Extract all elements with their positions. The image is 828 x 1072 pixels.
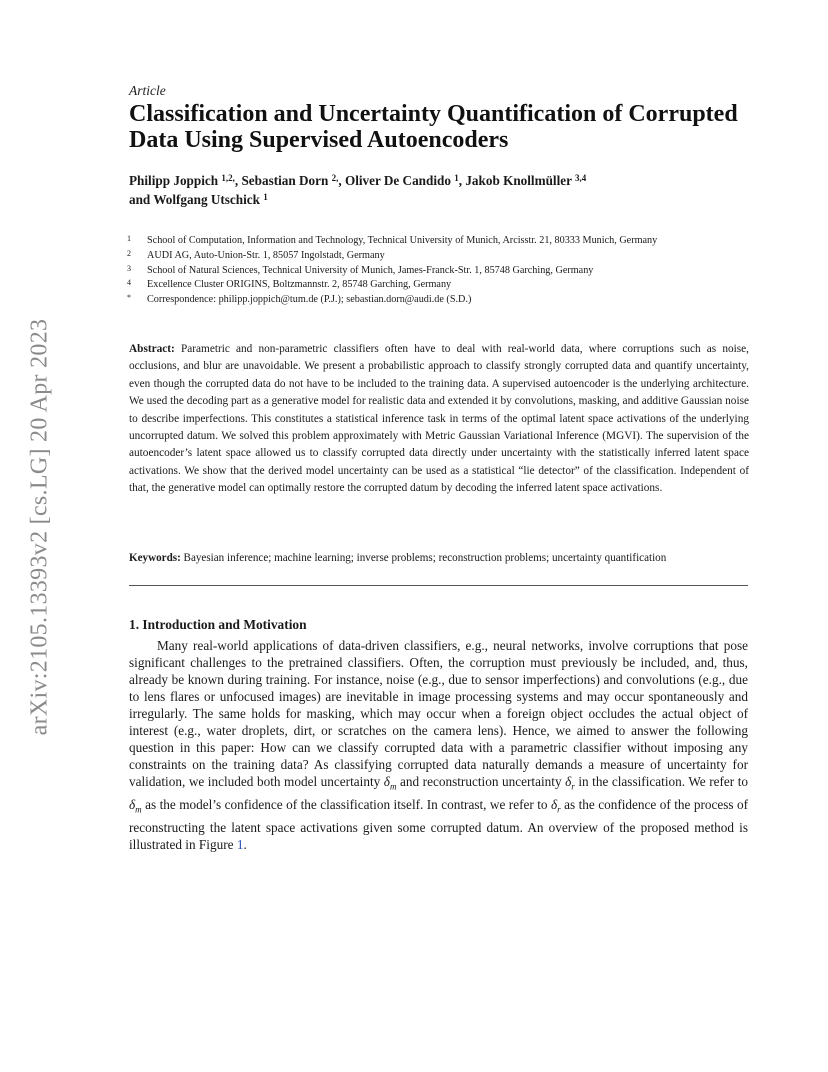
author-affiliation-sup: 1: [263, 192, 268, 202]
author-list: [129, 171, 749, 209]
author-separator: ,: [458, 173, 466, 188]
author-affiliation-sup: 1,2,: [221, 173, 235, 183]
affiliation-text: School of Natural Sciences, Technical University of Munich, James-Franck-Str. 1, 85748 Garching, Germany: [147, 264, 594, 276]
affiliation-marker: 3: [127, 263, 131, 273]
affiliation-text: Excellence Cluster ORIGINS, Boltzmannstr. 2, 85748 Garching, Germany: [147, 279, 452, 291]
paper-title: Classification and Uncertainty Quantification of Corrupted Data Using Supervised Autoencoders: [129, 101, 738, 153]
figure-reference-link[interactable]: 1: [236, 836, 244, 852]
author-separator: ,: [338, 173, 345, 188]
affiliation-marker: 4: [127, 278, 131, 288]
introduction-paragraph: [129, 637, 748, 853]
delta-r-symbol: $\delta_r$: [565, 774, 575, 793]
affiliation-list: [127, 234, 747, 308]
delta-r-symbol: $\delta_r$: [550, 797, 561, 815]
intro-text: as the model’s confidence of the classification itself. In contrast, we refer to: [145, 797, 548, 813]
affiliation-marker: 1: [127, 234, 131, 243]
keywords-label: Keywords:: [129, 552, 181, 564]
author-name: Jakob Knollmüller: [465, 173, 572, 188]
affiliation-text: Correspondence: philipp.joppich@tum.de (P.J.); sebastian.dorn@audi.de (S.D.): [147, 294, 472, 306]
abstract-text: Parametric and non-parametric classifiers often have to deal with real-world data, where corruptions such as noise, occlusions, and blur are unavoidable. We present a probabilistic approach to classify strongly corrupted data and quantify uncertainty, even though the corrupted data do not have to be included to the training data. A supervised autoencoder is the underlying architecture. We used the decoding part as a generative model for realistic data and extended it by convolutions, masking, and additive Gaussian noise to describe imperfections. This constitutes a statistical inference task in terms of the optimal latent space activations of the underlying uncorrupted datum. We solved this problem approximately with Metric Gaussian Variational Inference (MGVI). The supervision of the autoencoder’s latent space allowed us to classify corrupted data directly under uncertainty with the statistically inferred latent space activations. We show that the derived model uncertainty can be used as a statistical “lie detector” of the classification. Independent of that, the generative model can optimally restore the corrupted datum by decoding the inferred latent space activations.: [129, 343, 749, 495]
intro-text: Many real-world applications of data-driven classifiers, e.g., neural networks, involve corruptions that pose significant challenges to the pretrained classifiers. Often, the corruption must previously be included, and, thus, already be known during training. For instance, noise (e.g., due to sensor imperfections) and convolutions (e.g., due to lens flares or unfocused images) are inevitable in image processing systems and may occur spontaneously and irregularly. The same holds for masking, which may occur when a foreign object occludes the actual object of interest (e.g., water droplets, dirt, or scratches on the camera lens). Hence, we aimed to answer the following question in this paper: How can we classify corrupted data with a parametric classifier without imposing any constraints on the training data? As classifying corrupted data naturally demands a measure of uncertainty for validation, we included both model uncertainty: [129, 638, 748, 790]
affiliation-marker: *: [127, 293, 131, 303]
author-name: Sebastian Dorn: [241, 173, 329, 188]
author-affiliation-sup: 1: [454, 173, 459, 183]
intro-text: .: [243, 836, 247, 852]
affiliation-marker: 2: [127, 248, 131, 258]
keywords-text: Bayesian inference; machine learning; inverse problems; reconstruction problems; uncertainty quantification: [183, 552, 667, 564]
intro-text: and reconstruction uncertainty: [400, 774, 562, 790]
article-type-label: Article: [129, 83, 166, 98]
intro-text: in the classification. We refer to: [578, 774, 749, 790]
affiliation-item: [127, 278, 747, 293]
affiliation-text: School of Computation, Information and Technology, Technical University of Munich, Arcisstr. 21, 80333 Munich, Germany: [147, 235, 658, 246]
affiliation-item: [127, 293, 747, 308]
author-affiliation-sup: 2,: [331, 173, 339, 183]
arxiv-identifier-text: arXiv:2105.13393v2 [cs.LG] 20 Apr 2023: [26, 318, 53, 736]
abstract-label: Abstract:: [129, 343, 175, 355]
affiliation-item: [127, 249, 747, 264]
abstract: [129, 341, 749, 498]
affiliation-item: [127, 264, 747, 279]
affiliation-item: [127, 234, 747, 249]
section-divider: [129, 585, 748, 586]
author-name: Philipp Joppich: [129, 173, 219, 188]
author-affiliation-sup: 3,4: [575, 173, 587, 183]
delta-m-symbol: $\delta_m$: [383, 774, 397, 793]
arxiv-identifier-stamp: [20, 292, 60, 762]
keywords: [129, 550, 749, 566]
author-separator: ,: [234, 173, 242, 188]
section-heading: 1. Introduction and Motivation: [129, 617, 307, 632]
author-name: Oliver De Candido: [344, 173, 451, 188]
delta-m-symbol: $\delta_m$: [129, 797, 142, 815]
intro-text: as the confidence of the process of reconstructing the latent space activations given some corrupted datum. An overview of the proposed method is illustrated in Figure: [129, 797, 749, 852]
author-name: and Wolfgang Utschick: [129, 192, 260, 207]
affiliation-text: AUDI AG, Auto-Union-Str. 1, 85057 Ingolstadt, Germany: [147, 249, 385, 261]
